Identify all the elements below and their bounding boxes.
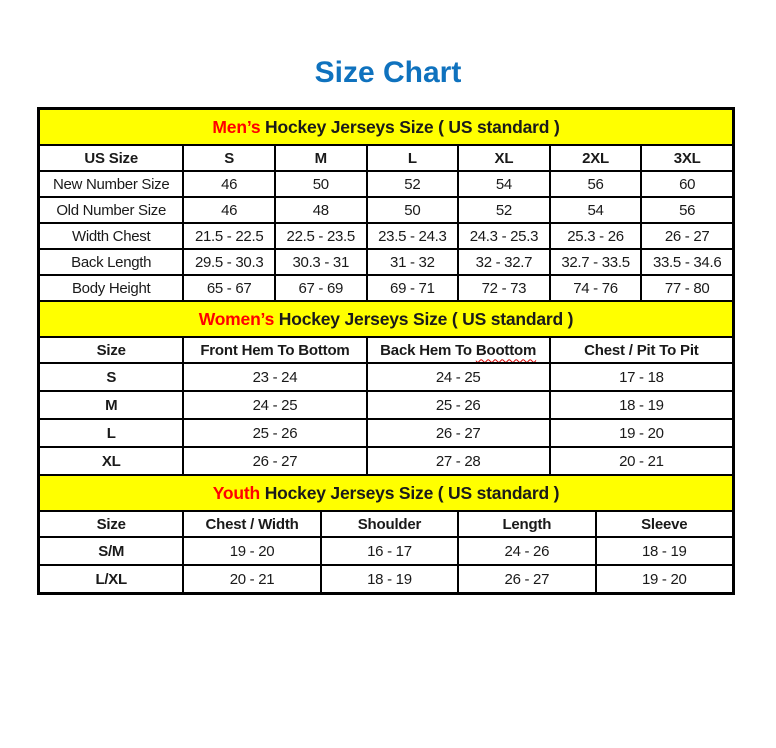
cell: 18 - 19: [596, 537, 733, 565]
row-label: M: [39, 391, 183, 419]
cell: 24 - 25: [367, 363, 550, 391]
cell: 77 - 80: [641, 275, 733, 301]
table-row: [39, 447, 733, 475]
youth-column-header-row: [39, 511, 733, 537]
cell: 32 - 32.7: [458, 249, 550, 275]
column-header: US Size: [39, 145, 183, 171]
section-title-text: Hockey Jerseys Size ( US standard ): [278, 308, 574, 329]
column-header: L: [367, 145, 459, 171]
column-header: 3XL: [641, 145, 733, 171]
table-row: [39, 223, 733, 249]
column-header: Front Hem To Bottom: [183, 337, 366, 363]
size-chart-tables: [37, 107, 735, 595]
cell: 31 - 32: [367, 249, 459, 275]
row-label: Body Height: [39, 275, 183, 301]
cell: 23 - 24: [183, 363, 366, 391]
table-row: [39, 419, 733, 447]
cell: 74 - 76: [550, 275, 642, 301]
cell: 52: [367, 171, 459, 197]
cell: 22.5 - 23.5: [275, 223, 367, 249]
page-title: Size Chart: [314, 56, 462, 89]
table-row: [39, 391, 733, 419]
row-label: S: [39, 363, 183, 391]
section-title-text: Hockey Jerseys Size ( US standard ): [264, 482, 560, 503]
cell: 19 - 20: [596, 565, 733, 593]
cell: 23.5 - 24.3: [367, 223, 459, 249]
row-label: XL: [39, 447, 183, 475]
youth-section-header-row: [39, 475, 733, 511]
cell: 60: [641, 171, 733, 197]
column-header: 2XL: [550, 145, 642, 171]
cell: 54: [550, 197, 642, 223]
cell: 26 - 27: [458, 565, 595, 593]
row-label: S/M: [39, 537, 183, 565]
cell: 17 - 18: [550, 363, 733, 391]
row-label: New Number Size: [39, 171, 183, 197]
womens-section-title: [39, 301, 733, 337]
cell: 24 - 25: [183, 391, 366, 419]
mens-section-title: [39, 109, 733, 145]
mens-section-header-row: [39, 109, 733, 145]
cell: 50: [367, 197, 459, 223]
cell: 24 - 26: [458, 537, 595, 565]
column-header: Chest / Pit To Pit: [550, 337, 733, 363]
cell: 26 - 27: [641, 223, 733, 249]
column-header: Back Hem To Boottom: [367, 337, 550, 363]
row-label: Back Length: [39, 249, 183, 275]
cell: 48: [275, 197, 367, 223]
youth-size-table: [38, 474, 734, 594]
mens-column-header-row: [39, 145, 733, 171]
cell: 72 - 73: [458, 275, 550, 301]
column-header: Size: [39, 511, 183, 537]
table-row: [39, 565, 733, 593]
cell: 18 - 19: [321, 565, 458, 593]
cell: 18 - 19: [550, 391, 733, 419]
cell: 32.7 - 33.5: [550, 249, 642, 275]
table-row: [39, 249, 733, 275]
youth-section-title: [39, 475, 733, 511]
cell: 56: [550, 171, 642, 197]
section-accent-word: Men’s: [212, 116, 261, 137]
column-header: Size: [39, 337, 183, 363]
column-header: S: [183, 145, 275, 171]
mens-size-table: [38, 108, 734, 302]
table-row: [39, 363, 733, 391]
cell: 67 - 69: [275, 275, 367, 301]
section-title-text: Hockey Jerseys Size ( US standard ): [265, 116, 560, 137]
cell: 24.3 - 25.3: [458, 223, 550, 249]
column-header: Sleeve: [596, 511, 733, 537]
column-header: XL: [458, 145, 550, 171]
cell: 21.5 - 22.5: [183, 223, 275, 249]
cell: 52: [458, 197, 550, 223]
section-accent-word: Women’s: [198, 308, 275, 329]
womens-column-header-row: [39, 337, 733, 363]
cell: 50: [275, 171, 367, 197]
cell: 54: [458, 171, 550, 197]
cell: 26 - 27: [183, 447, 366, 475]
row-label: Old Number Size: [39, 197, 183, 223]
cell: 30.3 - 31: [275, 249, 367, 275]
cell: 69 - 71: [367, 275, 459, 301]
row-label: L/XL: [39, 565, 183, 593]
cell: 19 - 20: [550, 419, 733, 447]
womens-section-header-row: [39, 301, 733, 337]
section-accent-word: Youth: [212, 482, 261, 503]
table-row: [39, 275, 733, 301]
womens-size-table: [38, 300, 734, 476]
row-label: L: [39, 419, 183, 447]
column-header: Shoulder: [321, 511, 458, 537]
cell: 46: [183, 197, 275, 223]
cell: 20 - 21: [183, 565, 320, 593]
row-label: Width Chest: [39, 223, 183, 249]
cell: 25.3 - 26: [550, 223, 642, 249]
cell: 25 - 26: [367, 391, 550, 419]
cell: 26 - 27: [367, 419, 550, 447]
table-row: [39, 171, 733, 197]
cell: 65 - 67: [183, 275, 275, 301]
cell: 27 - 28: [367, 447, 550, 475]
table-row: [39, 197, 733, 223]
column-header: Length: [458, 511, 595, 537]
column-header: M: [275, 145, 367, 171]
misspelled-word: Boottom: [475, 341, 537, 359]
cell: 46: [183, 171, 275, 197]
cell: 25 - 26: [183, 419, 366, 447]
cell: 19 - 20: [183, 537, 320, 565]
cell: 33.5 - 34.6: [641, 249, 733, 275]
column-header: Chest / Width: [183, 511, 320, 537]
cell: 56: [641, 197, 733, 223]
cell: 16 - 17: [321, 537, 458, 565]
table-row: [39, 537, 733, 565]
cell: 29.5 - 30.3: [183, 249, 275, 275]
cell: 20 - 21: [550, 447, 733, 475]
